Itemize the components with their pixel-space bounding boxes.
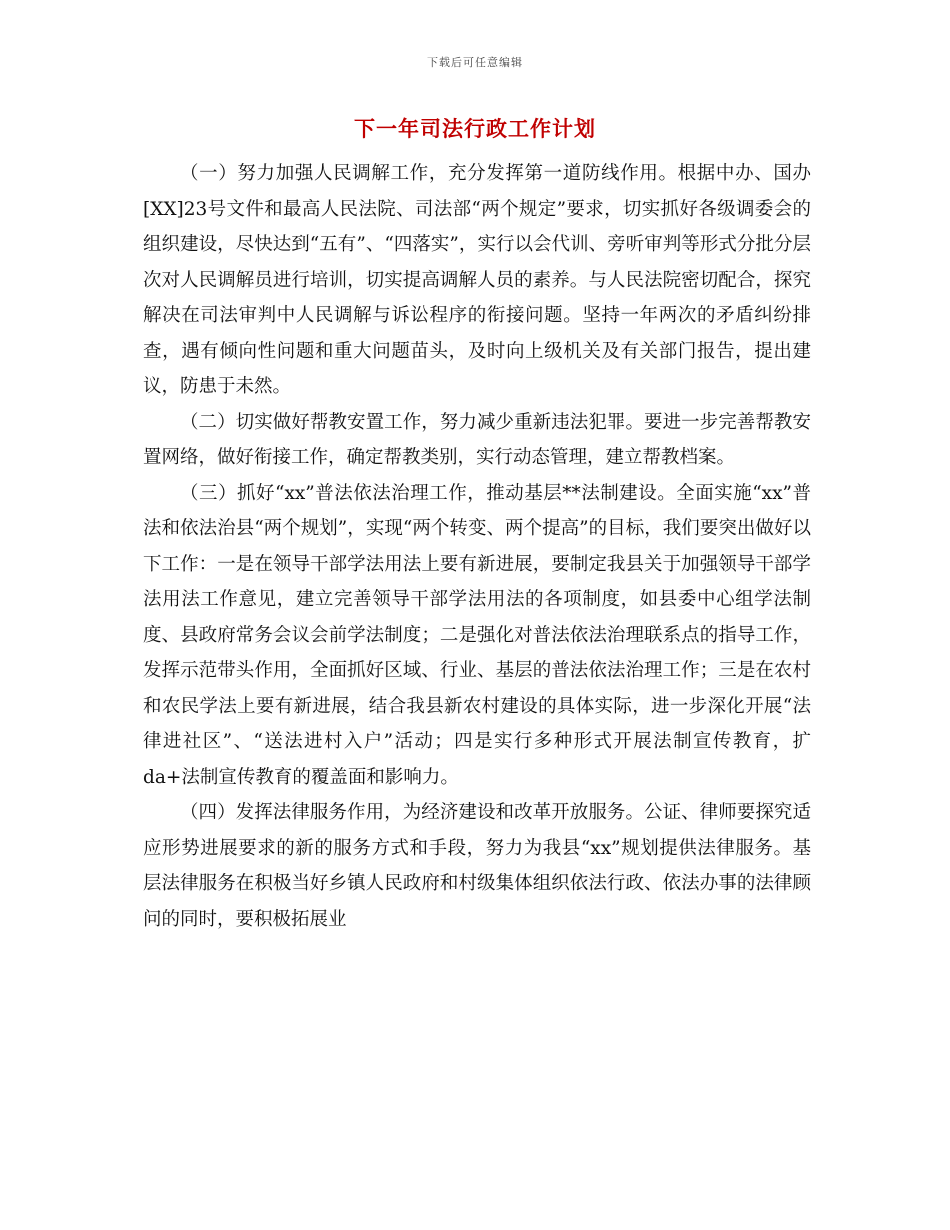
paragraph-2: （二）切实做好帮教安置工作，努力减少重新违法犯罪。要进一步完善帮教安置网络，做好衔接工作，确定帮教类别，实行动态管理，建立帮教档案。 bbox=[143, 411, 811, 468]
paragraph-4: （四）发挥法律服务作用，为经济建设和改革开放服务。公证、律师要探究适应形势进展要求的新的服务方式和手段，努力为我县“xx”规划提供法律服务。基层法律服务在积极当好乡镇人民政府和村级集体组织依法行政、依法办事的法律顾问的同时，要积极拓展业 bbox=[143, 802, 811, 930]
document-body bbox=[143, 156, 811, 937]
document-title: 下一年司法行政工作计划 bbox=[354, 117, 596, 141]
header-note: 下载后可任意编辑 bbox=[427, 56, 523, 69]
paragraph-1: （一）努力加强人民调解工作，充分发挥第一道防线作用。根据中办、国办[XX]23号文件和最高人民法院、司法部“两个规定”要求，切实抓好各级调委会的组织建设，尽快达到“五有”、“四落实”，实行以会代训、旁听审判等形式分批分层次对人民调解员进行培训，切实提高调解人员的素养。与人民法院密切配合，探究解决在司法审判中人民调解与诉讼程序的衔接问题。坚持一年两次的矛盾纠纷排查，遇有倾向性问题和重大问题苗头，及时向上级机关及有关部门报告，提出建议，防患于未然。 bbox=[143, 163, 811, 397]
paragraph-3: （三）抓好“xx”普法依法治理工作，推动基层**法制建设。全面实施“xx”普法和依法治县“两个规划”，实现“两个转变、两个提高”的目标，我们要突出做好以下工作：一是在领导干部学法用法上要有新进展，要制定我县关于加强领导干部学法用法工作意见，建立完善领导干部学法用法的各项制度，如县委中心组学法制度、县政府常务会议会前学法制度；二是强化对普法依法治理联系点的指导工作，发挥示范带头作用，全面抓好区域、行业、基层的普法依法治理工作；三是在农村和农民学法上要有新进展，结合我县新农村建设的具体实际，进一步深化开展“法律进社区”、“送法进村入户”活动；四是实行多种形式开展法制宣传教育，扩da+法制宣传教育的覆盖面和影响力。 bbox=[143, 482, 811, 788]
